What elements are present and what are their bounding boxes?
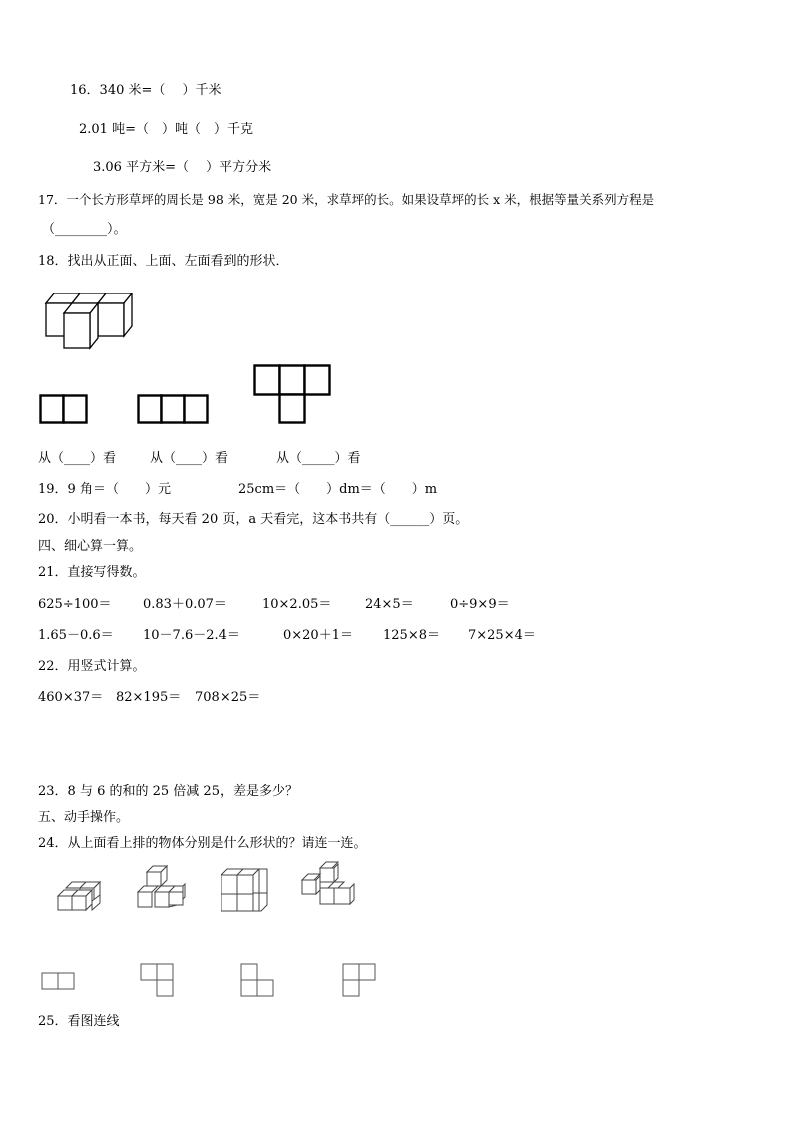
- q21-row1-item: 0.83＋0.07＝: [143, 597, 227, 612]
- q23-text: 23．8 与 6 的和的 25 倍减 25，差是多少？: [38, 784, 298, 799]
- q21-row1-item: 0÷9×9＝: [450, 597, 510, 612]
- q24-object-3: [221, 867, 269, 915]
- q24-title: 24．从上面看上排的物体分别是什么形状的？请连一连。: [38, 836, 367, 851]
- q17-line2: （________）。: [42, 222, 127, 237]
- q18-cube-figure: [44, 293, 144, 351]
- q21-row1-item: 10×2.05＝: [262, 597, 332, 612]
- q24-object-4: [300, 860, 356, 914]
- q19-part2: 25cm＝（ ）dm＝（ ）m: [238, 482, 438, 497]
- q21-row2-item: 10－7.6－2.4＝: [143, 628, 240, 643]
- q24-view-2: [140, 963, 176, 999]
- q18-view-three-squares: [137, 394, 211, 425]
- q21-row2-item: 125×8＝: [383, 628, 440, 643]
- q24-view-4: [342, 963, 378, 999]
- q16-line1: 16．340 米=（ ）千米: [70, 83, 222, 98]
- q18-view-two-squares: [39, 394, 89, 425]
- q22-item: 460×37＝: [38, 690, 104, 705]
- q24-object-1: [56, 877, 106, 913]
- q22-item: 82×195＝: [116, 690, 182, 705]
- q18-answer-1: 从（____）看: [38, 451, 117, 466]
- q18-view-t-shape: [253, 364, 332, 425]
- q17-line1: 17．一个长方形草坪的周长是 98 米，宽是 20 米，求草坪的长。如果设草坪的长 x 米，根据等量关系列方程是: [38, 192, 655, 207]
- q24-view-3: [240, 963, 276, 999]
- q21-row1-item: 625÷100＝: [38, 597, 112, 612]
- q22-title: 22．用竖式计算。: [38, 659, 146, 674]
- section4-title: 四、细心算一算。: [38, 539, 143, 554]
- q25-title: 25．看图连线: [38, 1014, 120, 1029]
- section5-title: 五、动手操作。: [38, 810, 130, 825]
- q21-row2-item: 1.65－0.6＝: [38, 628, 114, 643]
- q24-view-1: [41, 971, 77, 991]
- q22-item: 708×25＝: [195, 690, 261, 705]
- q21-row2-item: 7×25×4＝: [468, 628, 536, 643]
- q21-row2-item: 0×20＋1＝: [283, 628, 353, 643]
- q16-line2: 2.01 吨=（ ）吨（ ）千克: [79, 122, 253, 137]
- q21-row1-item: 24×5＝: [365, 597, 414, 612]
- q20-text: 20．小明看一本书，每天看 20 页，a 天看完，这本书共有（______）页。: [38, 512, 469, 527]
- q16-line3: 3.06 平方米=（ ）平方分米: [93, 160, 272, 175]
- q21-title: 21．直接写得数。: [38, 565, 146, 580]
- q18-answer-2: 从（____）看: [150, 451, 229, 466]
- q18-title: 18．找出从正面、上面、左面看到的形状．: [38, 254, 289, 269]
- q24-object-2: [135, 863, 187, 917]
- q18-answer-3: 从（_____）看: [276, 451, 361, 466]
- q19-part1: 19．9 角＝（ ）元: [38, 482, 171, 497]
